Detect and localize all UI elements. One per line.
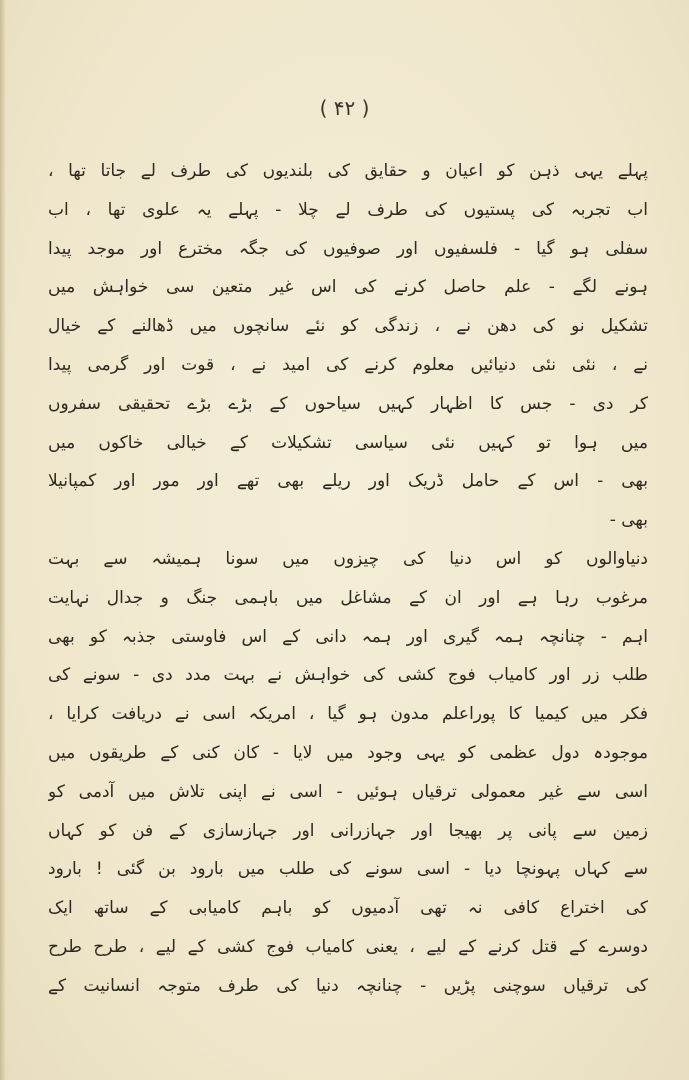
text-line: موجودہ دول عظمی کو یہی وجود میں لایا - کان کنی کے طریقوں میں xyxy=(48,742,648,763)
text-line: سفلی ہو گیا - فلسفیوں اور صوفیوں کی جگہ مخترع اور موجد پیدا xyxy=(48,238,648,259)
text-line: دنیاوالوں کو اس دنیا کی چیزوں میں سونا ہمیشہ سے بہت xyxy=(48,549,648,569)
paragraph-2 xyxy=(48,540,648,1006)
text-line: نے ، نئی نئی دنیائیں معلوم کرنے کی امید نے ، قوت اور گرمی پیدا xyxy=(48,354,648,375)
paragraph-1 xyxy=(48,152,648,540)
text-line: مرغوب رہا ہے اور ان کے مشاغل میں باہمی جنگ و جدال نہایت xyxy=(48,587,648,608)
text-line: زمین سے پانی پر بھیجا اور جہازرانی اور جہازسازی کے فن کو کہاں xyxy=(48,820,648,841)
text-line: کی ترقیاں سوچنی پڑیں - چنانچہ دنیا کی طرف متوجہ انسانیت کے xyxy=(48,975,648,996)
text-line: کی اختراع کافی نہ تھی آدمیوں کو باہم کامیابی کے ساتھ ایک xyxy=(48,898,648,919)
text-line: اب تجربہ کی پستیوں کی طرف لے چلا - پہلے یہ علوی تھا ، اب xyxy=(48,199,648,220)
text-line: پہلے یہی ذہن کو اعیان و حقایق کی بلندیوں کی طرف لے جاتا تھا ، xyxy=(48,161,648,181)
text-line: ہونے لگے - علم حاصل کرنے کی اس غیر متعین سی خواہش میں xyxy=(48,277,648,298)
text-line: کر دی - جس کا اظہار کہیں سیاحوں کے بڑے بڑے تحقیقی سفروں xyxy=(48,393,648,414)
text-line: بھی - xyxy=(609,510,648,531)
text-line: دوسرے کے قتل کرنے کے لیے ، یعنی کامیاب فوج کشی کے لیے ، طرح طرح xyxy=(48,936,648,957)
text-line: فکر میں کیمیا کا پوراعلم مدون ہو گیا ، امریکہ اسی نے دریافت کرایا ، xyxy=(48,704,648,725)
text-line: تشکیل نو کی دھن نے ، زندگی کو نئے سانچوں میں ڈھالنے کے خیال xyxy=(48,316,648,337)
text-line: بھی - اس کے حامل ڈریک اور ریلے بھی تھے اور مور اور کمپانیلا xyxy=(48,471,648,492)
text-line: اسی سے غیر معمولی ترقیاں ہوئیں - اسی نے اپنی تلاش میں آدمی کو xyxy=(48,781,648,802)
text-line: میں ہوا تو کہیں نئی سیاسی تشکیلات کے خیالی خاکوں میں xyxy=(48,432,648,453)
text-line: طلب زر اور کامیاب فوج کشی کی خواہش نے بہت مدد دی - سونے کی xyxy=(48,665,648,686)
text-line: سے کہاں پہونچا دیا - اسی سونے کی طلب میں بارود بن گئی ! بارود xyxy=(48,859,648,880)
page-number: ( ۴۲ ) xyxy=(319,96,370,120)
page-edge-shadow xyxy=(0,0,6,1080)
text-line: اہم - چنانچہ ہمہ گیری اور ہمہ دانی کے اس فاوستی جذبہ کو بھی xyxy=(48,626,648,647)
